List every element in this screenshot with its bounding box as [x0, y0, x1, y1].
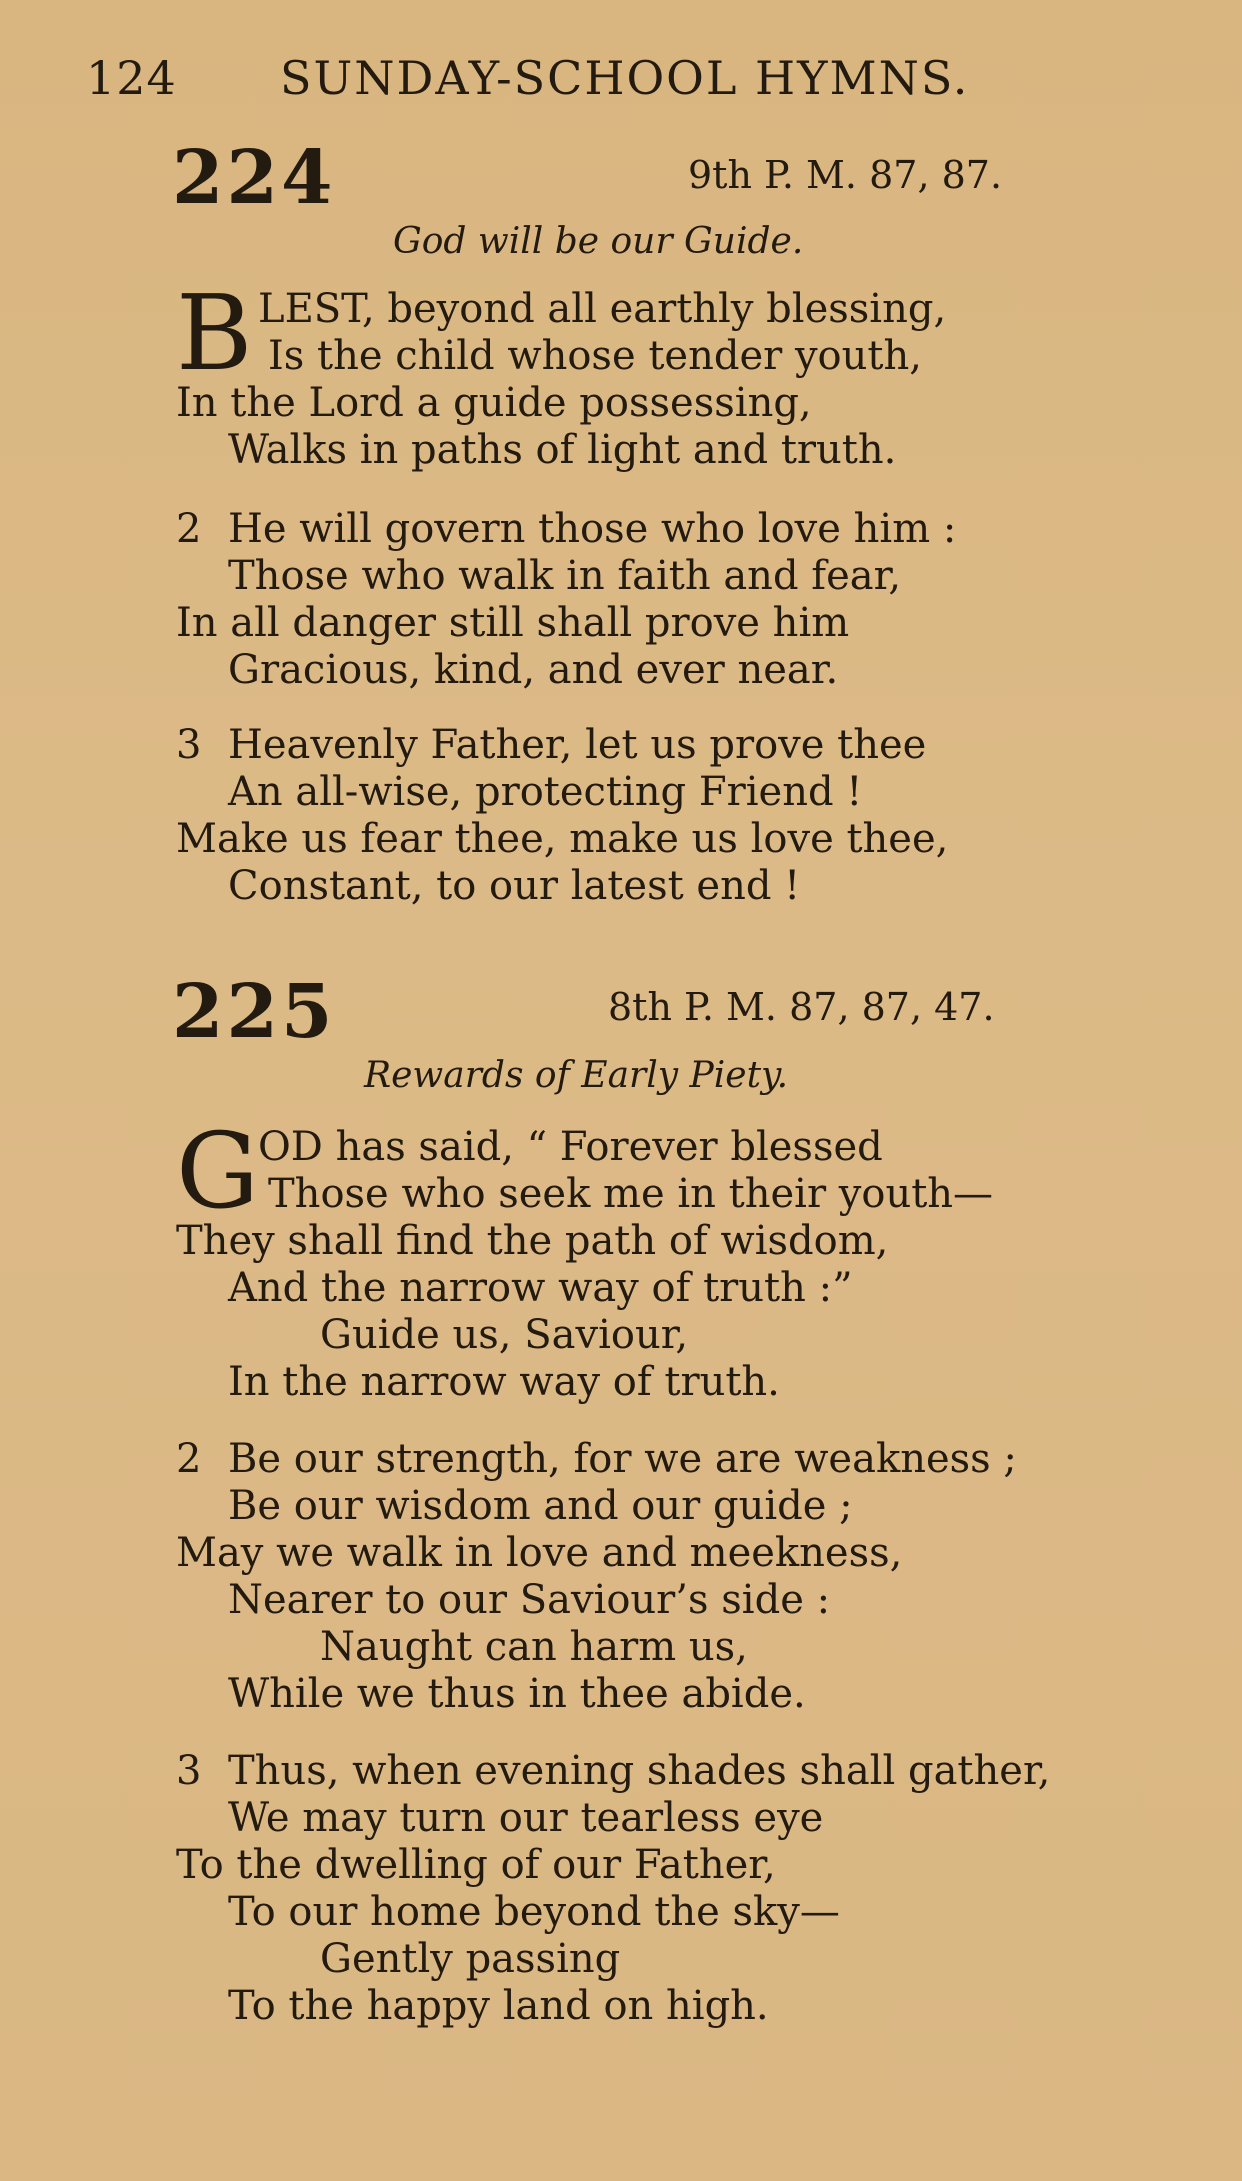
hymn-subtitle: God will be our Guide.: [393, 221, 804, 262]
verse-line: [176, 1436, 1186, 1483]
stanza-3: [176, 722, 1186, 910]
verse-line: [176, 1171, 1186, 1218]
stanza-number: 2: [176, 506, 202, 552]
stanza-1: [176, 272, 1186, 474]
verse-line: Naught can harm us,: [320, 1624, 748, 1670]
verse-line: To the dwelling of our Father,: [176, 1842, 776, 1888]
verse-line: [176, 1748, 1186, 1795]
verse-line: May we walk in love and meekness,: [176, 1530, 903, 1576]
stanza-3: [176, 1748, 1186, 2030]
verse-line: Walks in paths of light and truth.: [228, 427, 897, 473]
verse-line: They shall find the path of wisdom,: [176, 1218, 889, 1264]
verse-line: To the happy land on high.: [228, 1983, 769, 2029]
verse-line: Constant, to our latest end !: [228, 863, 801, 909]
verse-line: Guide us, Saviour,: [320, 1312, 689, 1358]
verse-line: Be our wisdom and our guide ;: [228, 1483, 853, 1529]
drop-cap: B: [176, 272, 253, 394]
verse-text: OD has said, “ Forever blessed: [258, 1124, 883, 1170]
verse-line: In the narrow way of truth.: [228, 1359, 780, 1405]
stanza-2: [176, 506, 1186, 694]
page-number: 124: [86, 51, 177, 105]
stanza-number: 3: [176, 722, 202, 768]
verse-text: Be our strength, for we are weakness ;: [228, 1436, 1017, 1482]
stanza-number: 3: [176, 1748, 202, 1794]
verse-line: Make us fear thee, make us love thee,: [176, 816, 949, 862]
verse-text: Thus, when evening shades shall gather,: [228, 1748, 1051, 1794]
verse-line: In all danger still shall prove him: [176, 600, 850, 646]
book-title: SUNDAY-SCHOOL HYMNS.: [280, 51, 970, 105]
hymn-meter: 9th P. M. 87, 87.: [688, 153, 1003, 197]
hymn-meter: 8th P. M. 87, 87, 47.: [608, 985, 995, 1029]
verse-line: [176, 333, 1186, 380]
stanza-2: [176, 1436, 1186, 1718]
verse-line: Gently passing: [320, 1936, 621, 1982]
verse-line: In the Lord a guide possessing,: [176, 380, 812, 426]
verse-text: Those who seek me in their youth—: [268, 1171, 994, 1217]
verse-line: [176, 722, 1186, 769]
drop-cap: G: [176, 1110, 260, 1232]
verse-line: Those who walk in faith and fear,: [228, 553, 902, 599]
verse-line: We may turn our tearless eye: [228, 1795, 824, 1841]
verse-line: Nearer to our Saviour’s side :: [228, 1577, 831, 1623]
verse-text: He will govern those who love him :: [228, 506, 957, 552]
hymn-number: 224: [172, 135, 336, 221]
verse-text: Is the child whose tender youth,: [268, 333, 922, 379]
stanza-number: 2: [176, 1436, 202, 1482]
verse-line: To our home beyond the sky—: [228, 1889, 840, 1935]
hymn-number: 225: [172, 969, 336, 1055]
verse-text: Heavenly Father, let us prove thee: [228, 722, 927, 768]
verse-line: [176, 506, 1186, 553]
verse-line: And the narrow way of truth :”: [228, 1265, 853, 1311]
hymn-subtitle: Rewards of Early Piety.: [364, 1055, 789, 1096]
running-head: [86, 48, 1086, 108]
stanza-1: [176, 1110, 1186, 1406]
verse-line: While we thus in thee abide.: [228, 1671, 806, 1717]
verse-line: Gracious, kind, and ever near.: [228, 647, 839, 693]
verse-text: LEST, beyond all earthly blessing,: [258, 286, 947, 332]
verse-line: An all-wise, protecting Friend !: [228, 769, 863, 815]
